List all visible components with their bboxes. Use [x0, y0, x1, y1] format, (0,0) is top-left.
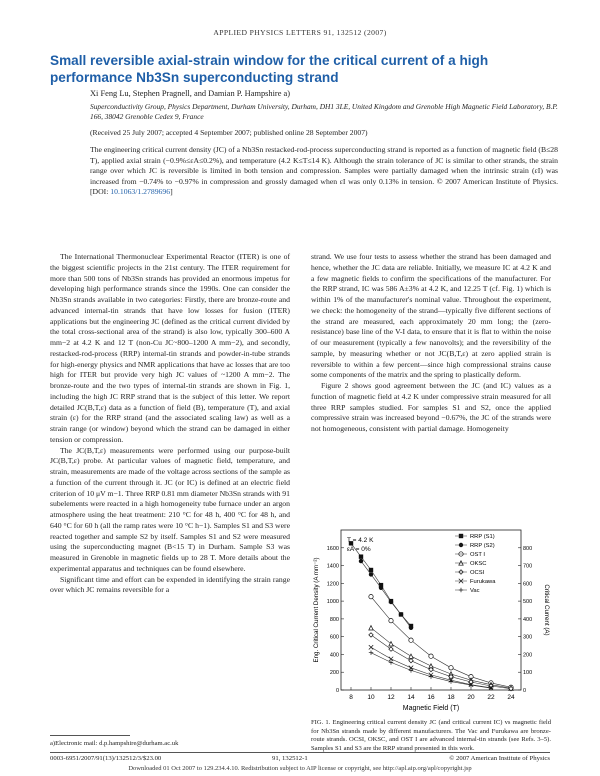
y-tick-label: 200 — [329, 670, 339, 677]
y-tick-label: 400 — [329, 652, 339, 659]
legend-label: Vac — [470, 588, 480, 594]
footnote-divider — [50, 735, 130, 736]
data-point — [359, 554, 363, 558]
left-column — [50, 252, 290, 596]
y-tick-label: 0 — [335, 688, 339, 694]
affiliation: Superconductivity Group, Physics Department, Durham University, Durham, DH1 3LE, United Kingdom and Grenoble High Magnetic Field Laboratory, B.P. 166, 38042 Grenoble Cedex 9, France — [90, 102, 558, 121]
data-point — [399, 612, 403, 616]
footer-divider — [50, 752, 550, 753]
x-axis-label: Magnetic Field (T) — [402, 705, 460, 712]
annotation-strain: εA = 0% — [347, 546, 371, 553]
y-tick-label: 800 — [329, 616, 339, 623]
data-point — [389, 647, 393, 651]
figure-1 — [311, 522, 551, 714]
journal-header: APPLIED PHYSICS LETTERS 91, 132512 (2007) — [213, 28, 387, 37]
paragraph: Significant time and effort can be expended in identifying the strain range over which JC remains reversible for a — [50, 574, 290, 595]
y-tick-label: 1600 — [326, 545, 339, 552]
data-point — [369, 633, 373, 637]
y2-tick-label: 0 — [523, 688, 527, 694]
y2-tick-label: 700 — [523, 563, 533, 570]
abstract — [90, 145, 558, 198]
data-point — [369, 568, 373, 572]
paragraph: Figure 2 shows good agreement between the JC (and IC) values as a function of magnetic field at 4.2 K under compressive strain measured for all three RRP samples studied. For samples S1 and S2, once the applied compressive strain was increased beyond −0.67%, the JC of the strands were not homogeneous, consistent with partial damage. Homogeneity — [311, 381, 551, 433]
x-tick-label: 10 — [367, 694, 375, 701]
data-point — [369, 626, 373, 630]
x-tick-label: 20 — [467, 694, 475, 701]
right-column — [311, 252, 551, 435]
footer-issn: 0003-6951/2007/91(13)/132512/3/$23.00 — [50, 755, 162, 762]
data-point — [409, 654, 413, 658]
data-point — [369, 572, 373, 576]
paragraph: The JC(B,T,ε) measurements were performed using our purpose-built JC(B,T,ε) probe. At particular values of magnetic field, temperature, and strain, measurements are made of the voltage across sections of the sample as a function of the current through it. JC (or IC) is defined at an electric field criterion of 10 μV m−1. Three RRP 0.81 mm diameter Nb3Sn strands with 91 subelements were reacted in a high homogeneity tube furnace under an argon atmosphere using the heat treatment: 210 °C for 48 h, 400 °C for 48 h, and 640 °C for 60 h (all the ramp rates were 10 °C h−1). Samples S1 and S3 were reacted together and sample S2 by itself. Samples S1 and S2 were measured using the superconducting magnet (B<15 T) in Durham. Sample S3 was measured in Grenoble in magnetic fields up to 28 T. More details about the experimental apparatus and techniques can be found elsewhere. — [50, 445, 290, 573]
x-tick-label: 18 — [447, 694, 455, 701]
series-rrp-s2- — [359, 559, 413, 630]
legend-label: OCSI — [470, 570, 485, 576]
footer-page: 91, 132512-1 — [272, 755, 308, 762]
data-point — [369, 650, 373, 654]
y-tick-label: 1200 — [326, 581, 339, 588]
y-tick-label: 1400 — [326, 563, 339, 570]
legend-label: Furukawa — [470, 579, 496, 585]
data-point — [369, 645, 373, 649]
legend-label: OST I — [470, 552, 486, 558]
data-point — [429, 654, 433, 658]
figure-caption: FIG. 1. Engineering critical current density JC (and critical current IC) vs magnetic field for Nb3Sn strands made by different manufacturers. The Vac and Furukawa are bronze-route strands. OCSI, OKSC, and OST I are advanced internal-tin strands (see Refs. 3–5). Samples S1 and S3 are the RRP strand presented in this work. — [311, 719, 551, 752]
annotation-temperature: T = 4.2 K — [347, 537, 374, 544]
y-axis-label: Eng. Critical Current Density (A mm⁻²) — [313, 557, 320, 663]
abstract-text: The engineering critical current density (JC) of a Nb3Sn restacked-rod-process superconducting strand is reported as a function of magnetic field (B≤28 T), applied axial strain (−0.9%≤εA≤0.2%), and temperature (4.2 K≤T≤14 K). Although the strain tolerance of JC is similar to other strands, the strain range over which JC is reversible is limited in both tension and compression. Samples were partially damaged when the intrinsic strain (εI) was increased from −0.74% to −0.97% in compression and grossly damaged when εI was only 0.13% in tension. © 2007 American Institute of Physics. [DOI: — [90, 145, 558, 197]
x-tick-label: 22 — [487, 694, 495, 701]
download-notice: Downloaded 01 Oct 2007 to 129.234.4.10. Redistribution subject to AIP license or copyright, see http://apl.aip.org/apl/copyright.jsp — [128, 765, 472, 772]
x-tick-label: 8 — [349, 694, 353, 701]
series-line — [361, 561, 411, 628]
x-tick-label: 24 — [507, 694, 515, 701]
x-tick-label: 16 — [427, 694, 435, 701]
y2-tick-label: 500 — [523, 599, 533, 606]
y2-tick-label: 600 — [523, 581, 533, 588]
y2-tick-label: 100 — [523, 670, 533, 677]
data-point — [369, 594, 373, 598]
paragraph: strand. We use four tests to assess whether the strand has been damaged and hence, whether the JC data are reliable. Initially, we measure IC at 4.2 K and a few magnetic fields to confirm the specifications of the manufacturer. For the RRP strand, IC was 586 A±3% at 4.2 K, and 12.25 T (cf. Fig. 1) which is within 1% of the manufacturer's nominal value. Throughout the experiment, we check: the homogeneity of the strand—typically five different sections of the strand are measured, each approximately 20 mm long; the (zero-resistance) base line of the V-I data, to ensure that it is flat to within the noise of our measurement (typically a few nanovolts); and the reversibility of the sample, by measuring whether or not JC(B,T,ε) at zero applied strain is reversible to within a few percent—since high compressional strains cause some components of the matrix and the spring to plastically deform. — [311, 252, 551, 380]
y-tick-label: 1000 — [326, 599, 339, 606]
doi-link[interactable]: 10.1063/1.2789696 — [110, 187, 171, 197]
footnote-email: a)Electronic mail: d.p.hampshire@durham.ac.uk — [50, 740, 179, 747]
series-rrp-s1- — [349, 541, 413, 628]
legend-label: RRP (S2) — [470, 543, 495, 549]
data-point — [409, 626, 413, 630]
data-point — [449, 666, 453, 670]
y2-tick-label: 400 — [523, 616, 533, 623]
series-line — [371, 597, 511, 688]
paragraph: The International Thermonuclear Experimental Reactor (ITER) is one of the biggest scientific projects in the 21st century. The ITER requirement for more than 500 tons of Nb3Sn strands has provided an enormous impetus for developing high performance strands since the 1990s. One can consider the Nb3Sn strands available in two categories: Firstly, there are bronze-route and advanced internal-tin strands that have low losses for fusion (ITER) applications but the engineering JC (defined as the critical current divided by the total cross-sectional area of the strand) is also low, typically 300–600 A mm−2 at 4.2 K and 12 T (non-Cu JC~800–1200 A mm−2), and secondly, restacked-rod-process (RRP) internal-tin strands and powder-in-tube strands for high-energy physics and NMR applications that have ac losses that are too high for ITER but provide very high JC values of ~1200 A mm−2. The bronze-route and the two types of internal-tin strands are shown in Fig. 1, including the high JC RRP strand that is the subject of this letter. We report detailed JC(B,T,ε) data as a function of field (B), temperature (T), and axial strain (ε) for the RRP strand (and the associated scaling law) as well as a strain range (or window) beyond which the strand can be damaged in either tension or compression. — [50, 252, 290, 444]
data-point — [389, 600, 393, 604]
legend-label: OKSC — [470, 561, 487, 567]
data-point — [409, 658, 413, 662]
x-tick-label: 12 — [387, 694, 395, 701]
data-point — [359, 559, 363, 563]
article-title: Small reversible axial-strain window for the critical current of a high performance Nb3Sn superconducting strand — [50, 53, 489, 85]
y-tick-label: 600 — [329, 634, 339, 641]
jc-vs-field-chart — [311, 522, 551, 714]
abstract-end: ] — [170, 187, 173, 197]
y2-axis-label: Critical Current (A) — [543, 584, 550, 636]
author-list: Xi Feng Lu, Stephen Pragnell, and Damian P. Hampshire a) — [90, 89, 291, 98]
data-point — [409, 638, 413, 642]
data-point — [389, 618, 393, 622]
legend-label: RRP (S1) — [470, 534, 495, 540]
y2-tick-label: 800 — [523, 545, 533, 552]
data-point — [379, 586, 383, 590]
y2-tick-label: 200 — [523, 652, 533, 659]
footer-copyright: © 2007 American Institute of Physics — [449, 755, 550, 762]
y2-tick-label: 300 — [523, 634, 533, 641]
x-tick-label: 14 — [407, 694, 415, 701]
received-dates: (Received 25 July 2007; accepted 4 September 2007; published online 28 September 2007) — [90, 128, 368, 137]
